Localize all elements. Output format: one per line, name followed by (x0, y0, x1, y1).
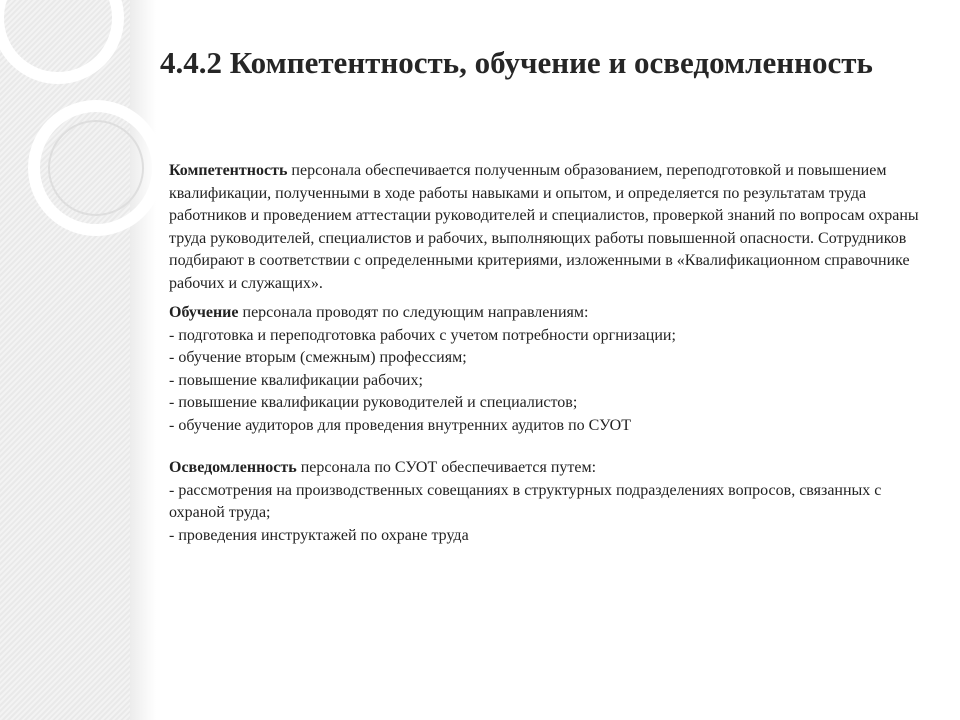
competence-term: Компетентность (169, 162, 288, 179)
awareness-text: персонала по СУОТ обеспечивается путем: (296, 459, 597, 476)
competence-text: персонала обеспечивается полученным образованием, переподготовкой и повышением квалификации, полученными в ходе работы навыками и опытом, и определяется по результатам труда работников и проведением аттестации руководителей и специалистов, проверкой знаний по вопросам охраны труда руководителей, специалистов и рабочих, выполняющих работы повышенной опасности. Сотрудников подбирают в соответствии с определенными критериями, изложенными в «Квалификационном справочнике рабочих и служащих». (169, 162, 919, 292)
training-item: - подготовка и переподготовка рабочих с учетом потребности оргнизации; (169, 326, 676, 344)
training-term: Обучение (169, 304, 239, 321)
training-item: - повышение квалификации рабочих; (169, 371, 423, 389)
training-text: персонала проводят по следующим направлениям: (238, 304, 589, 321)
training-item: - обучение аудиторов для проведения внутренних аудитов по СУОТ (169, 416, 631, 434)
competence-paragraph (169, 160, 939, 295)
deco-circle-middle-shade (49, 121, 143, 215)
awareness-item: - проведения инструктажей по охране труда (169, 526, 469, 544)
training-item: - обучение вторым (смежным) профессиям; (169, 349, 467, 366)
awareness-term: Осведомленность (169, 459, 297, 476)
training-intro (169, 302, 939, 325)
slide-title: 4.4.2 Компетентность, обучение и осведомленность (160, 45, 873, 80)
deco-circle-top (0, 0, 118, 78)
decorative-circles (0, 0, 160, 720)
slide-content (169, 160, 939, 547)
section-spacer (169, 437, 939, 457)
awareness-item: - рассмотрения на производственных совещаниях в структурных подразделениях вопросов, связанных с охраной труда; (169, 481, 882, 521)
awareness-intro (169, 457, 939, 480)
training-item: - повышение квалификации руководителей и специалистов; (169, 394, 578, 411)
deco-circle-middle (34, 106, 158, 230)
